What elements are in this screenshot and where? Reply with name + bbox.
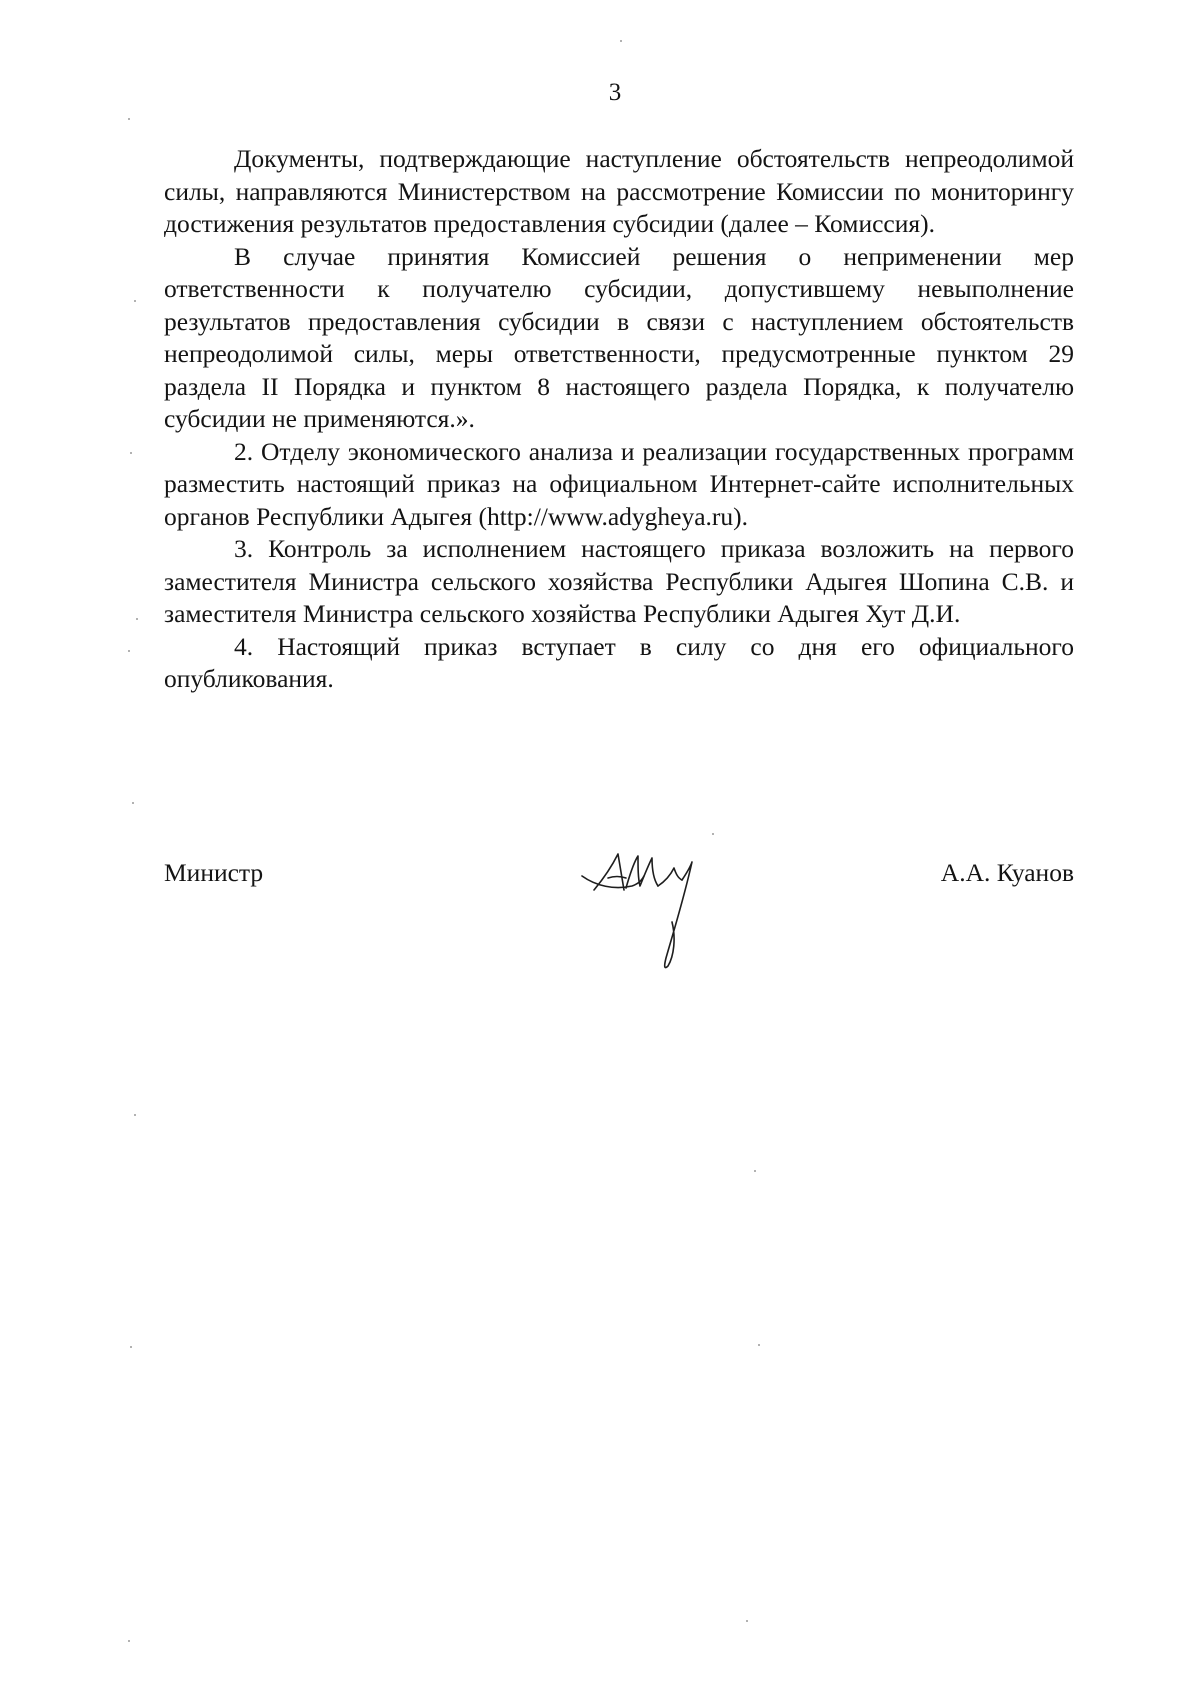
paragraph-liability-exemption: В случае принятия Комиссией решения о неприменении мер ответственности к получателю субсидии, допустившему невыполнение результатов предоставления субсидии в связи с наступлением обстоятельств непреодолимой силы, меры ответственности, предусмотренные пунктом 29 раздела II Порядка и пунктом 8 настоящего раздела Порядка, к получателю субсидии не применяются.». [164,241,1074,433]
paragraph-force-majeure-documents: Документы, подтверждающие наступление обстоятельств непреодолимой силы, направляются Министерством на рассмотрение Комиссии по мониторингу достижения результатов предоставления субсидии (далее – Комиссия). [164,144,1074,238]
signatory-position: Министр [164,858,264,887]
paragraph-item-4-effective-date: 4. Настоящий приказ вступает в силу со дня его официального опубликования. [164,631,1074,693]
handwritten-signature [574,838,714,978]
scan-speck [134,300,136,302]
scan-speck [130,1346,132,1348]
signatory-name: А.А. Куанов [940,858,1074,887]
scan-speck [128,118,130,120]
scan-speck [136,618,138,620]
document-body [164,143,1074,696]
scan-speck [128,1640,130,1642]
paragraph-item-3-control: 3. Контроль за исполнением настоящего приказа возложить на первого заместителя Министра сельского хозяйства Республики Адыгея Шопина С.В. и заместителя Министра сельского хозяйства Республики Адыгея Хут Д.И. [164,534,1074,628]
scan-speck [620,40,622,42]
scan-speck [130,452,132,454]
scan-speck [128,650,130,652]
paragraph-item-2-publication: 2. Отделу экономического анализа и реализации государственных программ разместить настоящий приказ на официальном Интернет-сайте исполнительных органов Республики Адыгея (http://www.adygheya.ru). [164,436,1074,531]
scan-speck [134,1114,136,1116]
scan-speck [132,802,134,804]
scan-speck [758,1344,760,1346]
scan-speck [712,833,714,835]
signature-block [164,838,1074,998]
page-number: 3 [608,79,622,106]
scan-speck [746,1620,748,1622]
scan-speck [754,1170,756,1172]
